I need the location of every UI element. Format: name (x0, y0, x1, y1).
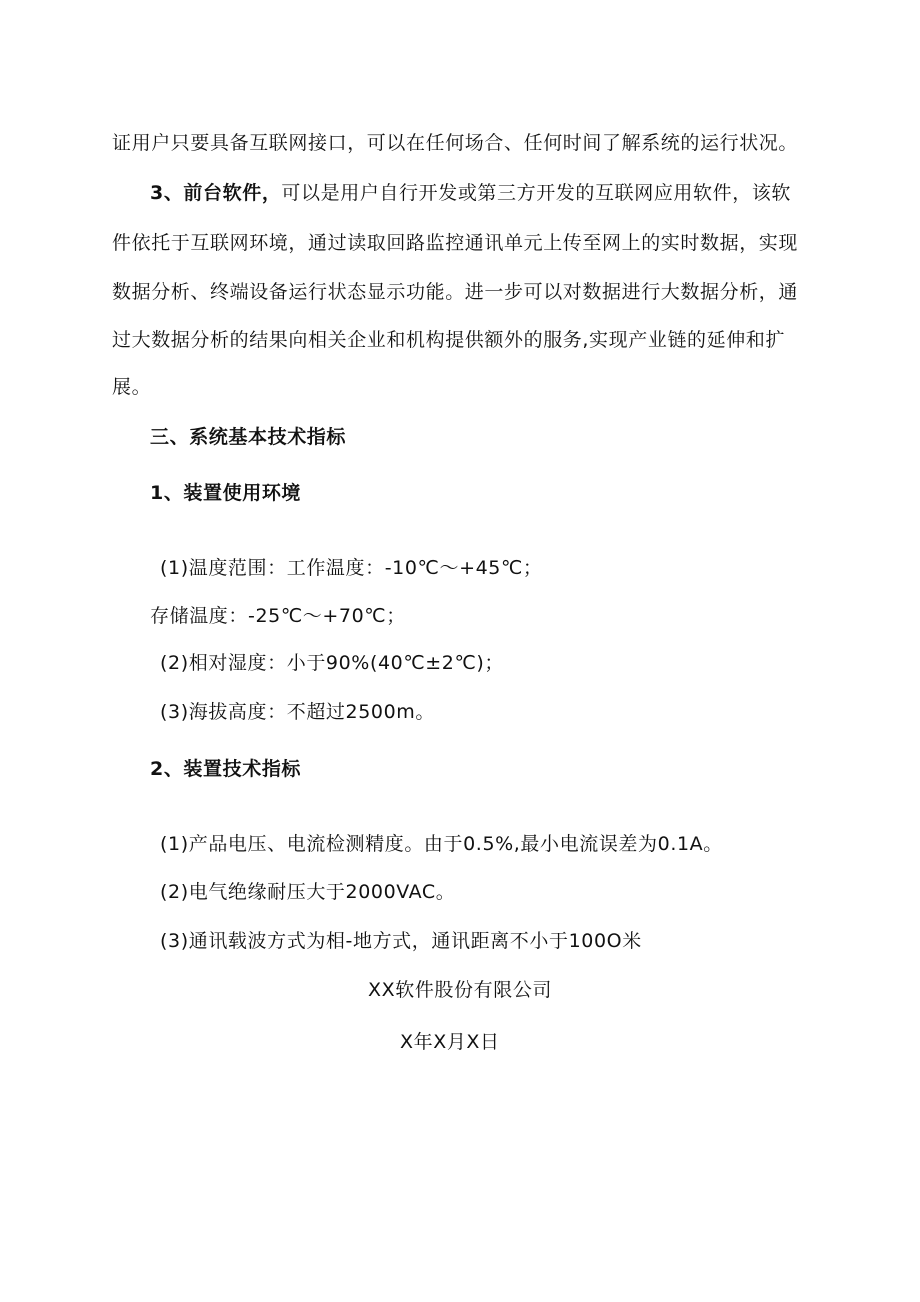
company-name: XX软件股份有限公司 (368, 979, 553, 1001)
item3-line4: 过大数据分析的结果向相关企业和机构提供额外的服务,实现产业链的延伸和扩 (112, 329, 786, 351)
item3-line2: 件依托于互联网环境，通过读取回路监控通讯单元上传至网上的实时数据，实现 (112, 232, 799, 254)
env-humidity: (2)相对湿度：小于90%(40℃±2℃)； (160, 652, 505, 674)
env-temp-store: 存储温度：-25℃～+70℃； (150, 605, 406, 627)
tech-communication: (3)通讯载波方式为相-地方式，通讯距离不小于100O米 (160, 930, 642, 952)
item3-line3: 数据分析、终端设备运行状态显示功能。进一步可以对数据进行大数据分析，通 (112, 281, 799, 303)
item3-line1 (150, 181, 791, 205)
item3-title: 3、前台软件， (150, 182, 282, 204)
section3-heading: 三、系统基本技术指标 (150, 426, 347, 448)
tech-insulation: (2)电气绝缘耐压大于2000VAC。 (160, 881, 456, 903)
env-temp-work: (1)温度范围：工作温度：-10℃～+45℃； (160, 557, 543, 579)
env-heading: 1、装置使用环境 (150, 482, 302, 504)
item3-line1-text: 可以是用户自行开发或第三方开发的互联网应用软件，该软 (281, 182, 792, 204)
document-date: X年X月X日 (400, 1031, 500, 1053)
tech-accuracy: (1)产品电压、电流检测精度。由于0.5%,最小电流误差为0.1A。 (160, 833, 723, 855)
intro-line: 证用户只要具备互联网接口，可以在任何场合、任何时间了解系统的运行状况。 (112, 132, 799, 154)
env-altitude: (3)海拔高度：不超过2500m。 (160, 701, 435, 723)
item3-line5: 展。 (112, 376, 152, 398)
tech-heading: 2、装置技术指标 (150, 758, 302, 780)
